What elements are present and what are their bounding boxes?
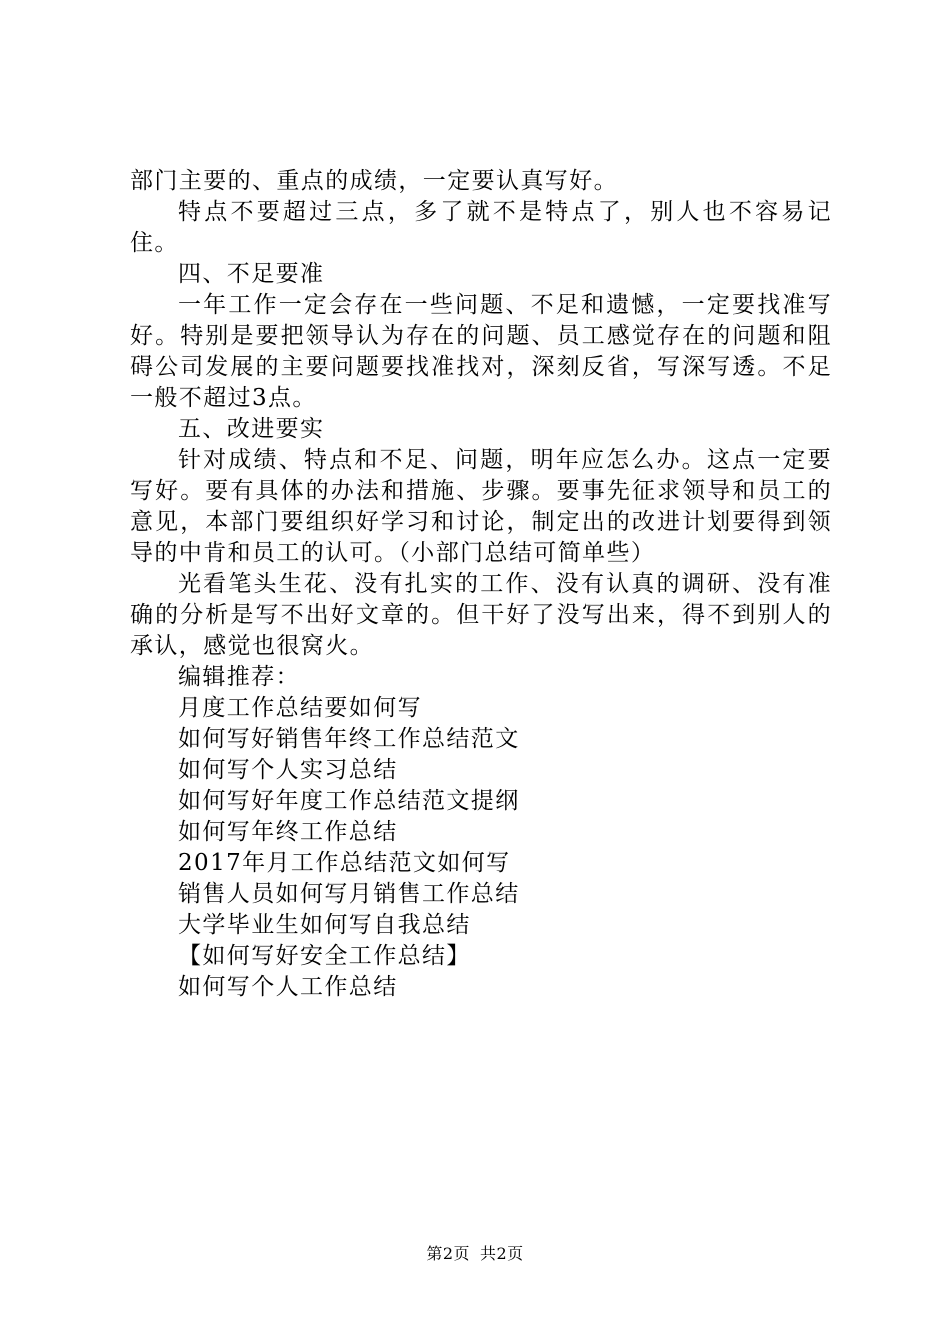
recommend-link[interactable]: 大学毕业生如何写自我总结 [178, 912, 471, 938]
paragraph-achievements-tail: 部门主要的、重点的成绩，一定要认真写好。 [130, 168, 618, 194]
recommend-heading: 编辑推荐： [178, 664, 300, 690]
page-number-total: 共2页 [480, 1244, 524, 1263]
page-number-current: 第2页 [426, 1244, 470, 1263]
recommend-link[interactable]: 2017年月工作总结范文如何写 [178, 850, 511, 876]
page-footer [0, 1244, 950, 1264]
recommend-link[interactable]: 销售人员如何写月销售工作总结 [178, 881, 520, 907]
section-heading-improvements: 五、改进要实 [178, 416, 325, 442]
paragraph-shortcomings: 一年工作一定会存在一些问题、不足和遗憾，一定要找准写好。特别是要把领导认为存在的问题、员工感觉存在的问题和阻碍公司发展的主要问题要找准找对，深刻反省，写深写透。不足一般不超过3点。 [130, 292, 832, 411]
paragraph-improvements: 针对成绩、特点和不足、问题，明年应怎么办。这点一定要写好。要有具体的办法和措施、步骤。要事先征求领导和员工的意见，本部门要组织好学习和讨论，制定出的改进计划要得到领导的中肯和员工的认可。（小部门总结可简单些） [130, 447, 832, 566]
recommend-link[interactable]: 如何写好年度工作总结范文提纲 [178, 788, 520, 814]
recommend-link[interactable]: 月度工作总结要如何写 [178, 695, 422, 721]
paragraph-features: 特点不要超过三点，多了就不是特点了，别人也不容易记住。 [130, 199, 832, 256]
recommend-link[interactable]: 【如何写好安全工作总结】 [178, 943, 471, 969]
recommend-link[interactable]: 如何写年终工作总结 [178, 819, 398, 845]
paragraph-conclusion: 光看笔头生花、没有扎实的工作、没有认真的调研、没有准确的分析是写不出好文章的。但干好了没写出来，得不到别人的承认，感觉也很窝火。 [130, 571, 832, 659]
recommend-link[interactable]: 如何写好销售年终工作总结范文 [178, 726, 520, 752]
section-heading-shortcomings: 四、不足要准 [178, 261, 325, 287]
recommend-link[interactable]: 如何写个人工作总结 [178, 974, 398, 1000]
recommend-link[interactable]: 如何写个人实习总结 [178, 757, 398, 783]
document-body [130, 166, 832, 1003]
